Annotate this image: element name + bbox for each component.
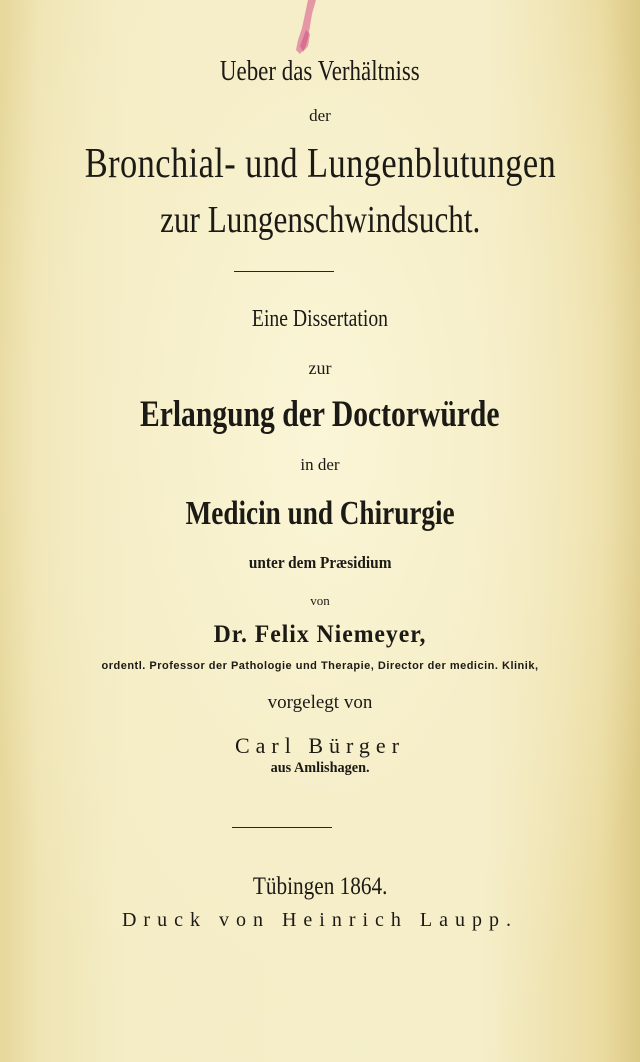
- title-line-2: der: [309, 106, 331, 125]
- zur-text: zur: [308, 358, 332, 378]
- ink-stain-mark: [288, 0, 322, 60]
- main-title: Bronchial- und Lungenblutungen: [84, 141, 556, 187]
- von-text-1: von: [310, 593, 330, 608]
- printer-line: Druck von Heinrich Laupp.: [121, 909, 519, 931]
- main-title-line-2: zur Lungenschwindsucht.: [159, 199, 481, 241]
- in-der-text: in der: [300, 455, 340, 474]
- president-title: ordentl. Professor der Pathologie und Therapie, Director der medicin. Klinik,: [101, 660, 539, 672]
- place-year: Tübingen 1864.: [252, 873, 388, 900]
- degree-heading: Erlangung der Doctorwürde: [140, 394, 500, 435]
- author-origin: aus Amlishagen.: [270, 760, 370, 776]
- vorgelegt-text: vorgelegt von: [267, 692, 373, 713]
- divider-bottom: [232, 827, 332, 828]
- dissertation-heading: Eine Dissertation: [251, 306, 389, 332]
- author-name: Carl Bürger: [234, 733, 406, 758]
- praesidium-text: unter dem Præsidium: [248, 553, 392, 572]
- title-line-1: Ueber das Verhältniss: [220, 56, 420, 87]
- divider-top: [234, 271, 334, 272]
- president-name: Dr. Felix Niemeyer,: [213, 621, 427, 648]
- faculty-heading: Medicin und Chirurgie: [185, 495, 455, 532]
